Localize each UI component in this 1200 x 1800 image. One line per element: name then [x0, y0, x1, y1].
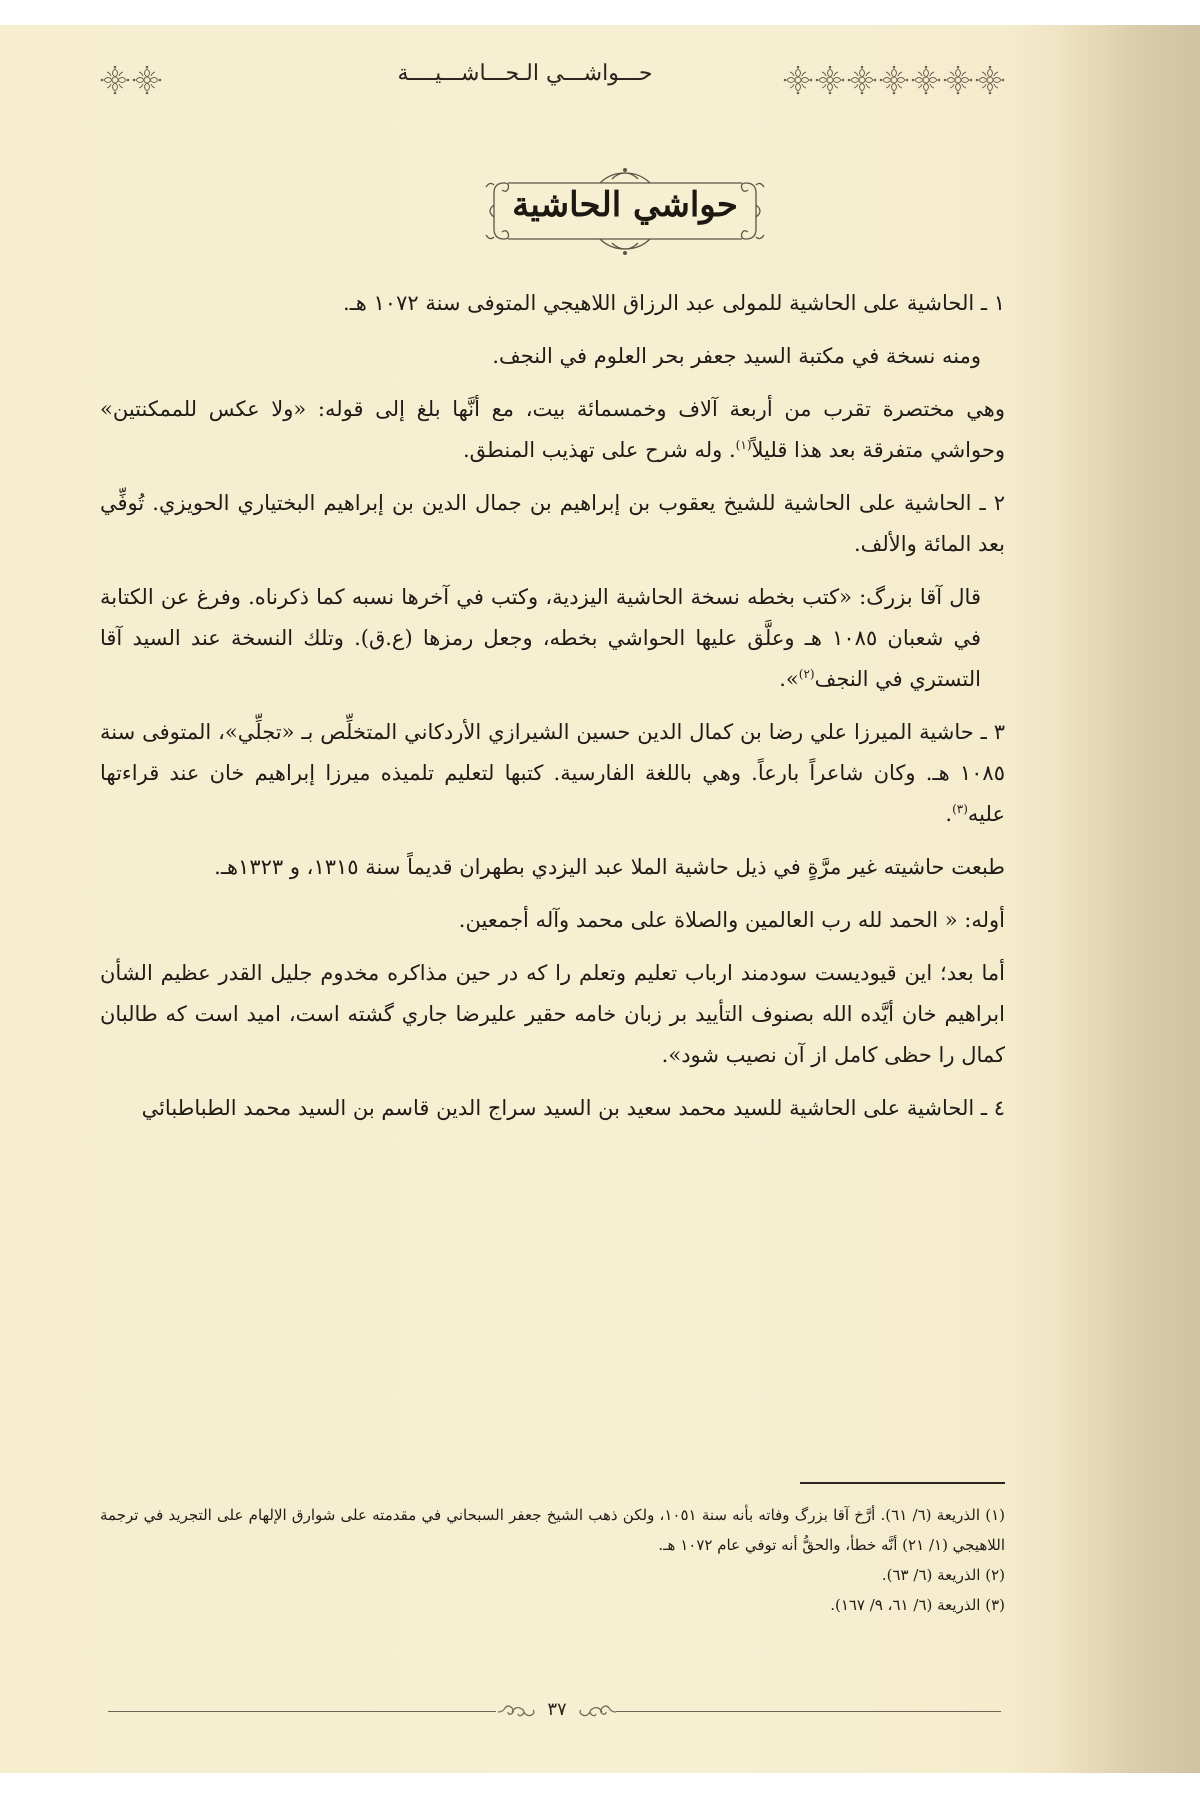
paragraph-text: أوله: « الحمد لله رب العالمين والصلاة على محمد وآله أجمعين. [458, 908, 1005, 932]
paragraph-item-3 [100, 712, 1005, 835]
page-number: ٣٧ [547, 1699, 567, 1720]
paragraph-text: ٣ ـ حاشية الميرزا علي رضا بن كمال الدين حسين الشيرازي الأردكاني المتخلِّص بـ «تجلِّي»، المتوفى سنة ١٠٨٥ هـ. وكان شاعراً بارعاً. وهي باللغة الفارسية. كتبها لتعليم تلميذه ميرزا إبراهيم خان عند قراءتها عليه [100, 720, 1005, 826]
footnote-marker: (٣) [985, 1596, 1005, 1614]
arabesque-ornament-icon [132, 65, 162, 95]
footnote-text: الذريعة (٦/ ٦١). أرَّخ آقا بزرگ وفاته بأنه سنة ١٠٥١، ولكن ذهب الشيخ جعفر السبحاني في مقدمته على شوارق الإلهام على التجريد في ترجمة اللاهيجي (١/ ٢١) أنَّه خطأ، والحقُّ أنه توفي عام ١٠٧٢ هـ. [100, 1506, 1005, 1554]
footnote-separator [800, 1482, 1005, 1484]
running-header [100, 57, 1005, 103]
paragraph-printings [100, 847, 1005, 888]
arabesque-ornament-icon [943, 65, 973, 95]
right-ornament-chain [783, 65, 1005, 95]
paragraph-quote-agha-bozorg [100, 577, 1005, 700]
footnote-ref-1[interactable]: (١) [735, 438, 752, 452]
arabesque-ornament-icon [815, 65, 845, 95]
arabesque-ornament-icon [100, 65, 130, 95]
paragraph-library-copy [100, 336, 1005, 377]
footnote-ref-3[interactable]: (٣) [952, 802, 968, 816]
footnote-text: الذريعة (٦/ ٦١، ٩/ ١٦٧). [830, 1596, 981, 1614]
paragraph-item-2 [100, 483, 1005, 565]
footer-rule-right [616, 1711, 1001, 1712]
paragraph-item-1 [100, 283, 1005, 324]
paragraph-text: وهي مختصرة تقرب من أربعة آلاف وخمسمائة بيت، مع أنَّها بلغ إلى قوله: «ولا عكس للممكنتين» وحواشي متفرقة بعد هذا قليلاً [100, 397, 1005, 462]
footnote-2 [100, 1560, 1005, 1590]
arabesque-ornament-icon [975, 65, 1005, 95]
running-title: حـــواشـــي الـحـــاشـــيــــة [397, 61, 653, 86]
arabesque-ornament-icon [879, 65, 909, 95]
paragraph-persian-quote [100, 953, 1005, 1076]
left-ornament-chain [100, 65, 162, 95]
arabesque-ornament-icon [911, 65, 941, 95]
paragraph-description [100, 389, 1005, 471]
paragraph-incipit [100, 900, 1005, 941]
page-footer [108, 1699, 1001, 1722]
section-title-frame [480, 165, 770, 257]
body-text [100, 283, 1005, 1141]
paragraph-text: طبعت حاشيته غير مرَّةٍ في ذيل حاشية الملا عبد اليزدي بطهران قديماً سنة ١٣١٥، و ١٣٢٣هـ. [214, 855, 1005, 879]
paragraph-text: ٤ ـ الحاشية على الحاشية للسيد محمد سعيد بن السيد سراج الدين قاسم بن السيد محمد الطباطبائي [141, 1096, 1005, 1120]
paragraph-text: ٢ ـ الحاشية على الحاشية للشيخ يعقوب بن إبراهيم بن جمال الدين بن إبراهيم البختياري الحويزي. تُوفِّي بعد المائة والألف. [100, 491, 1005, 556]
footnote-3 [100, 1590, 1005, 1620]
arabesque-ornament-icon [847, 65, 877, 95]
footnote-marker: (١) [985, 1506, 1005, 1524]
footnote-text: الذريعة (٦/ ٦٣). [881, 1566, 981, 1584]
paragraph-text: ١ ـ الحاشية على الحاشية للمولى عبد الرزاق اللاهيجي المتوفى سنة ١٠٧٢ هـ. [342, 291, 1005, 315]
arabesque-ornament-icon [783, 65, 813, 95]
footnote-marker: (٢) [985, 1566, 1005, 1584]
footnote-ref-2[interactable]: (٢) [798, 667, 815, 681]
footer-rule-left [108, 1711, 496, 1712]
section-title: حواشي الحاشية [512, 185, 738, 225]
paragraph-text: ». [779, 667, 799, 691]
paragraph-text: قال آقا بزرگ: «كتب بخطه نسخة الحاشية اليزدية، وكتب في آخرها نسبه كما ذكرناه. وفرغ عن الكتابة في شعبان ١٠٨٥ هـ وعلَّق عليها الحواشي بخطه، وجعل رمزها (ع.ق). وتلك النسخة عند السيد آقا التستري في النجف [100, 585, 981, 691]
paragraph-text: أما بعد؛ اين قيوديست سودمند ارباب تعليم وتعلم را كه در حين مذاكره مخدوم جليل القدر عظيم الشأن ابراهيم خان أيَّده الله بصنوف التأييد بر زبان خامه حقير عليرضا جاري گشته است، اميد است كه طالبان كمال را حظى كامل از آن نصيب شود». [100, 961, 1005, 1067]
scroll-ornament-icon [578, 1703, 616, 1721]
paragraph-text: . وله شرح على تهذيب المنطق. [462, 438, 736, 462]
footnotes [100, 1500, 1005, 1620]
footnote-1 [100, 1500, 1005, 1560]
paragraph-text: . [945, 802, 953, 826]
paragraph-text: ومنه نسخة في مكتبة السيد جعفر بحر العلوم في النجف. [492, 344, 981, 368]
paragraph-item-4 [100, 1088, 1005, 1129]
book-page [0, 25, 1200, 1773]
scroll-ornament-icon [498, 1703, 536, 1721]
